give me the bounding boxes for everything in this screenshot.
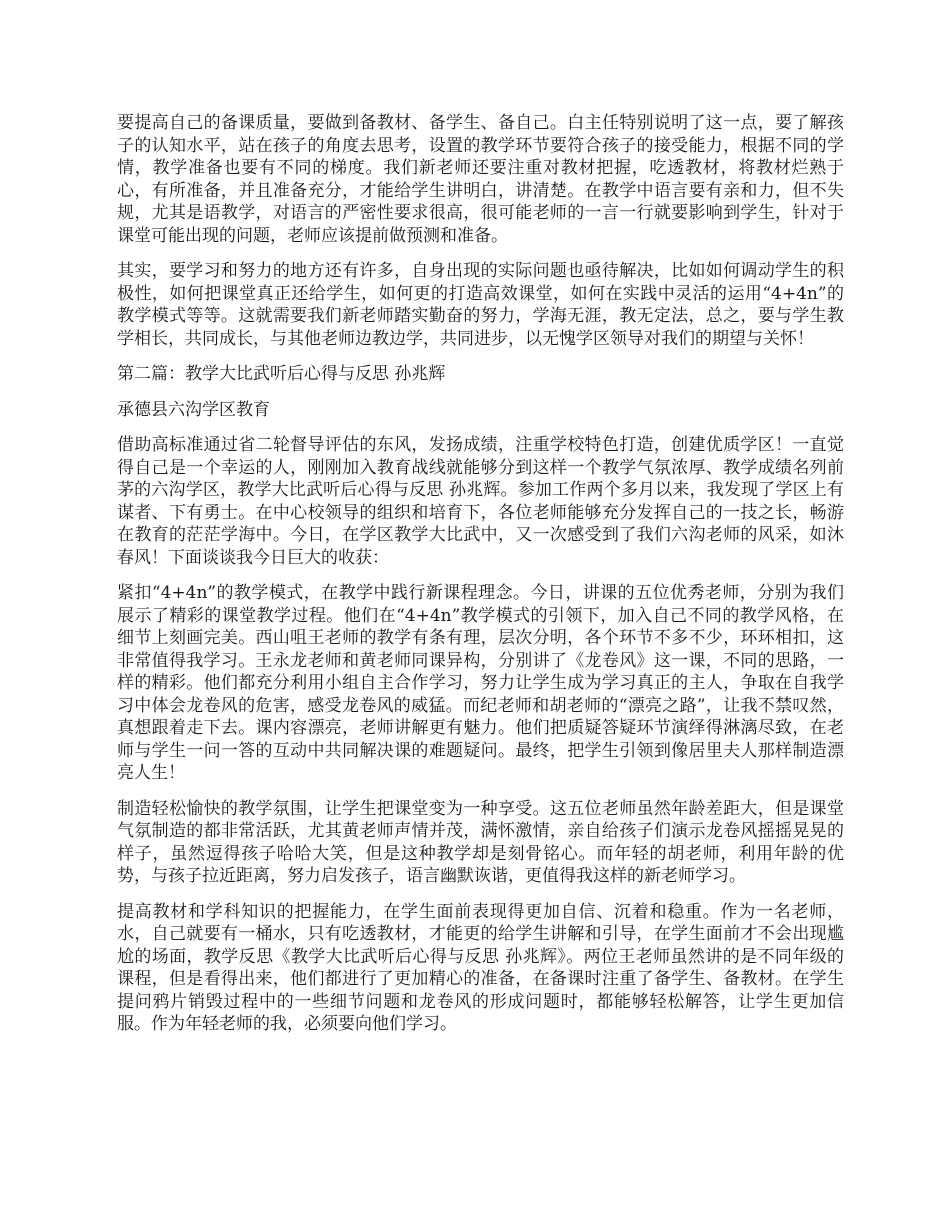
document-page [117,112,844,1049]
paragraph-lesson-prep: 要提高自己的备课质量，要做到备教材、备学生、备自己。白主任特别说明了这一点，要了解孩子的认知水平，站在孩子的角度去思考，设置的教学环节要符合孩子的接受能力，根据不同的学情，教学准备也要有不同的梯度。我们新老师还要注重对教材把握，吃透教材，将教材烂熟于心，有所准备，并且准备充分，才能给学生讲明白，讲清楚。在教学中语言要有亲和力，但不失规，尤其是语教学，对语言的严密性要求很高，很可能老师的一言一行就要影响到学生，针对于课堂可能出现的问题，老师应该提前做预测和准备。 [117,113,844,246]
paragraph-classroom-atmosphere: 制造轻松愉快的教学氛围，让学生把课堂变为一种享受。这五位老师虽然年龄差距大，但是课堂气氛制造的都非常活跃，尤其黄老师声情并茂，满怀激情，亲自给孩子们演示龙卷风摇摇晃晃的样子，虽然逗得孩子哈哈大笑，但是这种教学却是刻骨铭心。而年轻的胡老师，利用年龄的优势，与孩子拉近距离，努力启发孩子，语言幽默诙谐，更值得我这样的新老师学习。 [117,798,844,886]
section-title: 第二篇：教学大比武听后心得与反思 孙兆辉 [117,364,446,384]
paragraph-subject-knowledge: 提高教材和学科知识的把握能力，在学生面前表现得更加自信、沉着和稳重。作为一名老师，水，自己就要有一桶水，只有吃透教材，才能更的给学生讲解和引导，在学生面前才不会出现尴尬的场面，教学反思《教学大比武听后心得与反思 孙兆辉》。两位王老师虽然讲的是不同年级的课程，但是看得出来，他们都进行了更加精心的准备，在备课时注重了备学生、备教材。在学生提问鸦片销毁过程中的一些细节问题和龙卷风的形成问题时，都能够轻松解答，让学生更加信服。作为年轻老师的我，必须要向他们学习。 [117,901,844,1034]
section-subtitle: 承德县六沟学区教育 [117,399,270,420]
paragraph-teaching-model: 紧扣“4+4n”的教学模式，在教学中践行新课程理念。今日，讲课的五位优秀老师，分别为我们展示了精彩的课堂教学过程。他们在“4+4n”教学模式的引领下，加入自己不同的教学风格，在细节上刻画完美。西山咀王老师的教学有条有理，层次分明，各个环节不多不少，环环相扣，这非常值得我学习。王永龙老师和黄老师同课异构，分别讲了《龙卷风》这一课，不同的思路，一样的精彩。他们都充分利用小组自主合作学习，努力让学生成为学习真正的主人，争取在自我学习中体会龙卷风的危害，感受龙卷风的威猛。而纪老师和胡老师的“漂亮之路”，让我不禁叹然，真想跟着走下去。课内容漂亮，老师讲解更有魅力。他们把质疑答疑环节演绎得淋漓尽致，在老师与学生一问一答的互动中共同解决课的难题疑问。最终，把学生引领到像居里夫人那样制造漂亮人生！ [117,583,844,783]
paragraph-introduction: 借助高标准通过省二轮督导评估的东风，发扬成绩，注重学校特色打造，创建优质学区！一直觉得自己是一个幸运的人，刚刚加入教育战线就能够分到这样一个教学气氛浓厚、教学成绩名列前茅的六沟学区，教学大比武听后心得与反思 孙兆辉。参加工作两个多月以来，我发现了学区上有谋者、下有勇士。在中心校领导的组织和培育下，各位老师能够充分发挥自己的一技之长，畅游在教育的茫茫学海中。今日，在学区教学大比武中，又一次感受到了我们六沟老师的风采，如沐春风！下面谈谈我今日巨大的收获： [117,435,844,568]
paragraph-further-learning: 其实，要学习和努力的地方还有许多，自身出现的实际问题也亟待解决，比如如何调动学生的积极性，如何把课堂真正还给学生，如何更的打造高效课堂，如何在实践中灵活的运用“4+4n”的教学模式等等。这就需要我们新老师踏实勤奋的努力，学海无涯，教无定法，总之，要与学生教学相长，共同成长，与其他老师边教边学，共同进步，以无愧学区领导对我们的期望与关怀！ [117,261,844,349]
